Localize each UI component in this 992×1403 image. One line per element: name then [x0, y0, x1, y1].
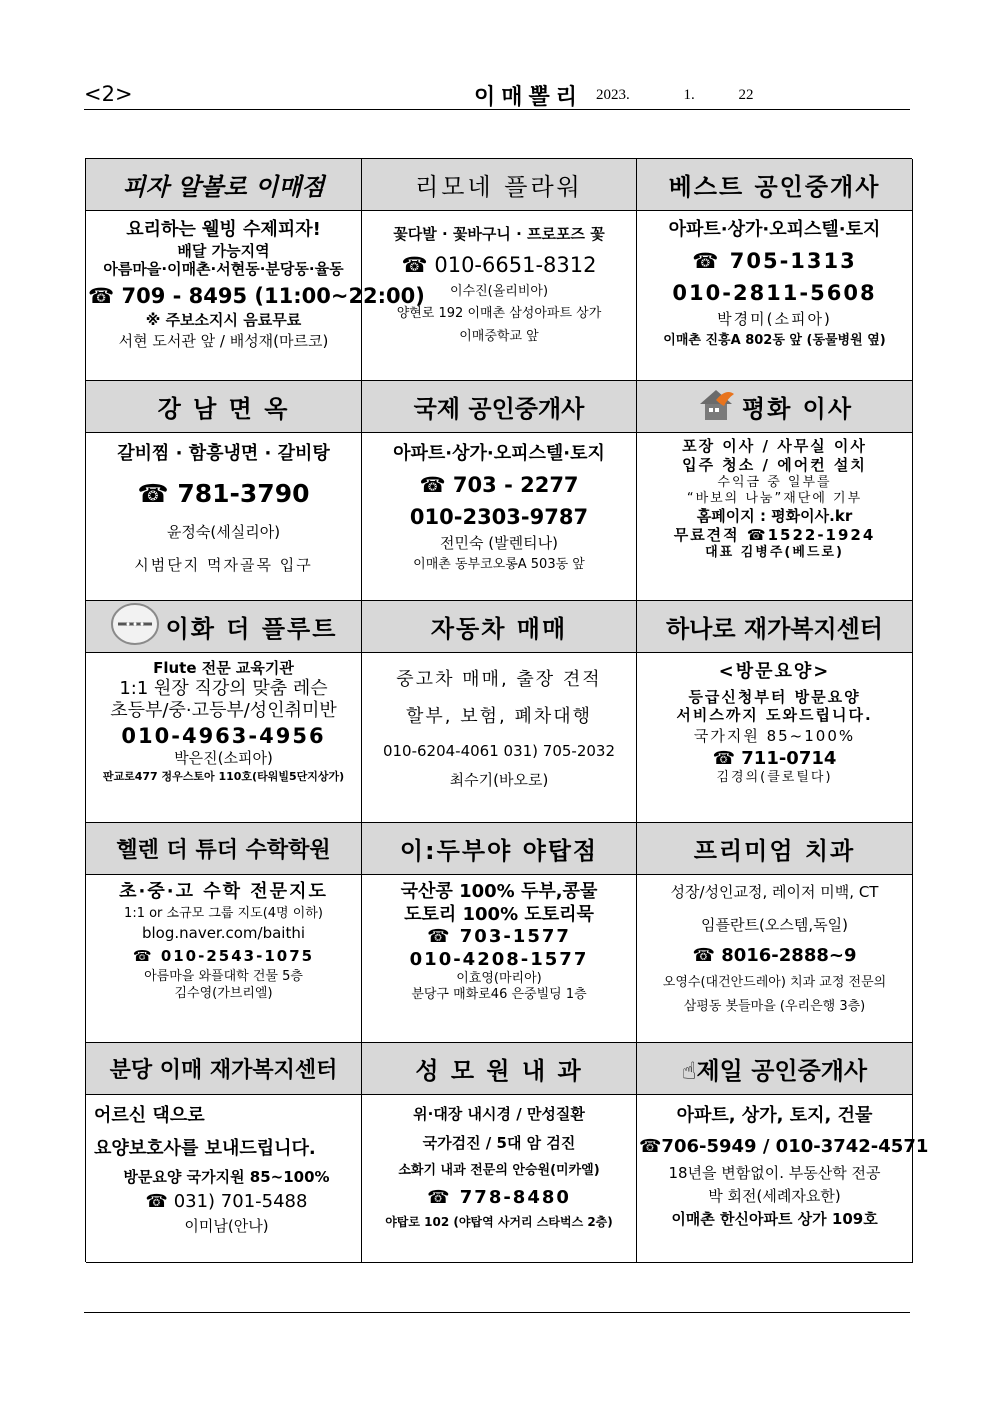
ad-text: 포장 이사 / 사무실 이사 — [682, 437, 867, 455]
ad-text: 입주 청소 / 에어컨 설치 — [682, 455, 867, 474]
ad-owner: 소화기 내과 전문의 안승원(미카엘) — [398, 1162, 600, 1178]
ad-address: 서현 도서관 앞 / 배성재(마르코) — [118, 332, 329, 350]
flute-logo-icon — [110, 602, 160, 652]
ad-hanaro-welfare — [637, 601, 913, 823]
ad-text: 아파트·상가·오피스텔·토지 — [668, 219, 881, 240]
ad-gukje-realty — [362, 381, 637, 601]
date-day: 22 — [738, 87, 754, 103]
ad-address: 분당구 매화로46 은중빌딩 1층 — [411, 987, 587, 1003]
ad-address: 이매촌 한신아파트 상가 109호 — [671, 1209, 878, 1228]
ad-title: 성 모 원 내 과 — [362, 1043, 636, 1095]
ad-title: 이:두부야 야탑점 — [362, 823, 636, 875]
ad-text: 어르신 댁으로 — [94, 1105, 205, 1126]
ad-limone-flower — [362, 159, 637, 381]
ad-phone: ☎ 703-1577 — [427, 926, 571, 947]
ad-phone: 010-6204-4061 031) 705-2032 — [382, 742, 616, 760]
ad-text: 아파트·상가·오피스텔·토지 — [393, 443, 605, 464]
ad-helen-math — [86, 823, 362, 1043]
ad-title: 베스트 공인중개사 — [637, 159, 912, 211]
ad-owner: 이미남(안나) — [184, 1217, 269, 1236]
ad-phone: ☎706-5949 / 010-3742-4571 — [639, 1135, 929, 1157]
ad-pyeonghwa-moving — [637, 381, 913, 601]
ad-phone: ☎ 711-0714 — [712, 747, 837, 769]
ad-phone: ☎ 778-8480 — [427, 1186, 571, 1208]
header-rule — [84, 109, 910, 110]
ad-phone: ☎ 709 - 8495 (11:00~22:00) — [88, 284, 425, 308]
ad-address: 이매중학교 앞 — [459, 328, 539, 344]
ad-text: 배달 가능지역 — [177, 241, 270, 260]
ad-gangnam-myeonok — [86, 381, 362, 601]
ad-title: 자동차 매매 — [362, 601, 636, 653]
ad-title: ☝제일 공인중개사 — [637, 1043, 912, 1095]
ad-text: 국산콩 100% 두부,콩물 — [400, 881, 598, 902]
ad-pizza-alvolo — [86, 159, 425, 381]
ad-car-trading — [362, 601, 637, 823]
ad-phone: 무료견적 ☎1522-1924 — [673, 525, 876, 544]
footer-rule — [84, 1312, 910, 1313]
ad-owner: 박은진(소피아) — [174, 749, 273, 767]
ad-title: 국제 공인중개사 — [362, 381, 636, 433]
ad-homepage: 홈페이지 : 평화이사.kr — [696, 507, 853, 525]
date-month: 1. — [683, 87, 695, 103]
ad-text: 초등부/중·고등부/성인취미반 — [110, 700, 337, 722]
ad-text: 1:1 원장 직강의 맞춤 레슨 — [119, 677, 328, 699]
ad-text: 국가지원 85~100% — [693, 727, 856, 745]
ad-address: 이매촌 진흥A 802동 앞 (동물병원 옆) — [663, 332, 886, 348]
ad-owner: 이수진(올리비아) — [449, 284, 549, 299]
ad-bundang-imae-welfare — [86, 1043, 362, 1263]
ad-title: 이화 더 플루트 — [86, 601, 361, 653]
ad-text: 초·중·고 수학 전문지도 — [119, 881, 328, 902]
ad-title: 강 남 면 옥 — [86, 381, 361, 433]
ad-text: 18년을 변함없이. 부동산학 전공 — [668, 1164, 881, 1182]
ad-phone: 010-2811-5608 — [672, 280, 877, 305]
ad-text: <방문요양> — [718, 661, 831, 682]
ad-text: ※ 주보소지시 음료무료 — [145, 311, 302, 330]
ad-premium-dental — [637, 823, 913, 1043]
ad-text: 요양보호사를 보내드립니다. — [94, 1137, 316, 1159]
ad-address: 야탑로 102 (야탑역 사거리 스타벅스 2층) — [385, 1215, 613, 1230]
publication-date — [596, 87, 754, 104]
page-number: <2> — [84, 82, 133, 106]
ad-text: Flute 전문 교육기관 — [153, 659, 294, 677]
ad-owner: 김수영(가브리엘) — [174, 985, 273, 1001]
ad-address: 양현로 192 이매촌 삼성아파트 상가 — [396, 306, 602, 322]
ad-owner: 오영수(대건안드레아) 치과 교정 전문의 — [662, 975, 887, 990]
ad-owner: 박 회전(세례자요한) — [708, 1186, 841, 1205]
ad-jeil-realty — [637, 1043, 929, 1263]
ad-blog: blog.naver.com/baithi — [141, 923, 306, 942]
ad-phone: ☎ 705-1313 — [692, 248, 857, 273]
ad-text: 등급신청부터 방문요양 — [688, 687, 861, 706]
ad-owner: 박경미(소피아) — [717, 310, 832, 328]
ad-title: 하나로 재가복지센터 — [637, 601, 912, 653]
ad-address: 시범단지 먹자골목 입구 — [134, 555, 313, 574]
ad-address: 아름마을 와플대학 건물 5층 — [144, 969, 303, 985]
ad-address: 이매촌 동부코오롱A 503동 앞 — [413, 556, 585, 572]
ad-phone: ☎ 781-3790 — [137, 478, 310, 508]
ad-phone: ☎ 703 - 2277 — [419, 472, 579, 497]
page-header — [84, 80, 910, 110]
ad-text: 요리하는 웰빙 수제피자! — [126, 219, 321, 240]
ad-phone: ☎ 010-2543-1075 — [132, 946, 315, 965]
ad-address: 판교로477 정우스토아 110호(타워빌5단지상가) — [102, 769, 345, 783]
ad-title: 분당 이매 재가복지센터 — [86, 1043, 361, 1095]
ad-phone: ☎ 031) 701-5488 — [145, 1190, 308, 1212]
ad-text: 아파트, 상가, 토지, 건물 — [676, 1105, 873, 1126]
ad-best-realty — [637, 159, 913, 381]
ad-text: 임플란트(오스템,독일) — [701, 915, 848, 934]
ad-title: 피자 알볼로 이매점 — [86, 159, 361, 211]
ad-grid — [85, 158, 929, 1262]
date-year: 2023. — [596, 87, 630, 103]
ad-phone: 010-2303-9787 — [409, 504, 589, 529]
ad-owner: 김경의(클로틸다) — [716, 770, 833, 786]
ad-title: 리모네 플라워 — [362, 159, 636, 211]
ad-idubuya — [362, 823, 637, 1043]
ad-text: 위·대장 내시경 / 만성질환 — [413, 1105, 585, 1123]
ad-text: 도토리 100% 도토리묵 — [404, 903, 594, 925]
ad-owner: 전민숙 (발렌티나) — [440, 534, 558, 552]
ad-owner: 윤정숙(세실리아) — [166, 522, 281, 541]
ad-text: 성장/성인교정, 레이저 미백, CT — [670, 883, 879, 901]
ad-phone: ☎ 010-6651-8312 — [401, 252, 597, 277]
ad-address: 삼평동 봇들마을 (우리은행 3층) — [683, 999, 866, 1015]
ad-text: “바보의 나눔”재단에 기부 — [686, 490, 863, 506]
ad-text: 중고차 매매, 출장 견적 — [396, 669, 602, 690]
ad-text: 꽃다발 · 꽃바구니 · 프로포즈 꽃 — [393, 225, 605, 243]
ad-text: 할부, 보험, 폐차대행 — [406, 705, 592, 727]
ad-text: 수익금 중 일부를 — [717, 474, 832, 490]
ad-phone: 010-4963-4956 — [121, 723, 326, 748]
ad-text: 갈비찜 · 함흥냉면 · 갈비탕 — [117, 443, 330, 464]
publication-title: 이매뽈리 — [474, 85, 584, 110]
ad-owner: 최수기(바오로) — [449, 770, 549, 789]
house-dove-icon — [696, 384, 736, 430]
ad-title: 헬렌 더 튜더 수학학원 — [86, 823, 361, 875]
ad-title: 프리미엄 치과 — [637, 823, 912, 875]
ad-title: 평화 이사 — [637, 381, 912, 433]
ad-text: 방문요양 국가지원 85~100% — [123, 1168, 330, 1186]
ad-text: 서비스까지 도와드립니다. — [676, 706, 873, 725]
ad-text: 아름마을·이매촌·서현동·분당동·율동 — [103, 260, 344, 279]
ad-phone: 010-4208-1577 — [409, 948, 589, 970]
ad-text: 국가검진 / 5대 암 검진 — [422, 1133, 576, 1152]
ad-owner: 이효영(마리아) — [456, 971, 542, 986]
ad-text: 1:1 or 소규모 그룹 지도(4명 이하) — [124, 905, 323, 921]
ad-phone: ☎ 8016-2888~9 — [692, 944, 857, 966]
ad-seongmo-clinic — [362, 1043, 637, 1263]
ad-owner: 대표 김병주(베드로) — [705, 544, 844, 560]
ad-ewha-flute — [86, 601, 362, 823]
